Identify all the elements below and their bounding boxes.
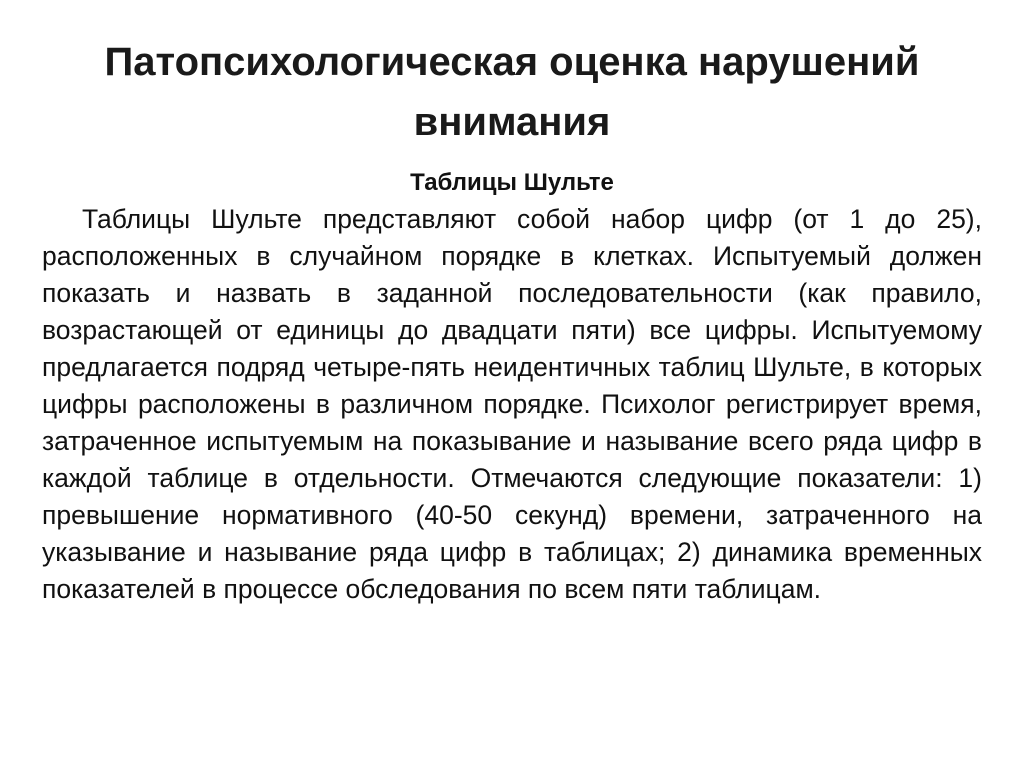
body-paragraph: Таблицы Шульте представляют собой набор цифр (от 1 до 25), расположенных в случайном порядке в клетках. Испытуемый должен показать и назвать в заданной последовательности (как правило, возрастающей от единицы до двадцати пяти) все цифры. Испытуемому предлагается подряд четыре-пять неидентичных таблиц Шульте, в которых цифры расположены в различном порядке. Психолог регистрирует время, затраченное испытуемым на показывание и называние всего ряда цифр в каждой таблице в отдельности. Отмечаются следующие показатели: 1) превышение нормативного (40-50 секунд) времени, затраченного на указывание и называние ряда цифр в таблицах; 2) динамика временных показателей в процессе обследования по всем пяти таблицам. (42, 204, 982, 604)
slide-title: Патопсихологическая оценка нарушений внимания (104, 40, 920, 144)
section-heading: Таблицы Шульте (410, 169, 614, 196)
